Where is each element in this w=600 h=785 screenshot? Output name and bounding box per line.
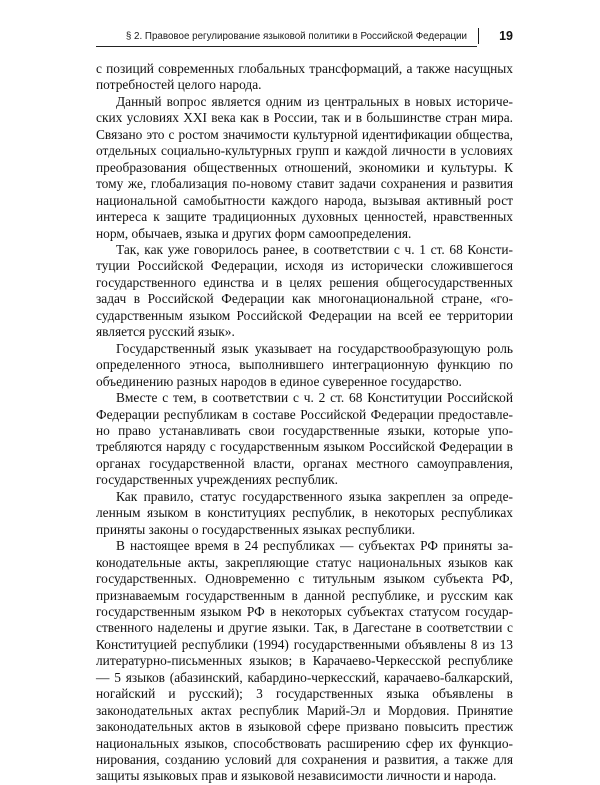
running-header (96, 26, 513, 48)
page-number: 19 (499, 29, 513, 43)
header-rule (96, 46, 477, 47)
section-title: § 2. Правовое регулирование языковой политики в Российской Федерации (125, 31, 467, 42)
paragraph: Государственный язык указывает на государствообразующую роль определенного этноса, выполнившего интеграционную функцию по объединению разных народов в единое суверенное государство. (96, 340, 513, 389)
paragraph: В настоящее время в 24 республиках — субъектах РФ приняты законодательные акты, закрепляющие статус национальных языков как государственных. Одновременно с титульным языком субъекта РФ, признаваемым государственным в данной республике, и русским как государственным языком РФ в некоторых субъектах статусом государственного наделены и другие языки. Так, в Дагестане в соответствии с Конституцией республики (1994) государственными объявлены 8 из 13 литературно-письменных языков; в Карачаево-Черкесской республике — 5 языков (абазинский, кабардино-черкесский, карачаево-балкарский, ногайский и русский); 3 государственных языка объявлены в законодательных актах республик Марий-Эл и Мордовия. Принятие законодательных актов в языковой сфере призвано повысить престиж национальных языков, способствовать расширению сфер их функционирования, созданию условий для сохранения и развития, а также для защиты языковых прав и языковой независимости личности и народа. (96, 538, 513, 784)
paragraph: Данный вопрос является одним из центральных в новых исторических условиях XXI века как в России, так и в большинстве стран мира. Связано это с ростом значимости культурной идентификации общества, отдельных социально-культурных групп и каждой личности в условиях преобразования общественных отношений, экономики и культуры. К тому же, глобализация по-новому ставит задачи сохранения и развития национальной самобытности каждого народа, вызывая активный рост интереса к защите традиционных духовных ценностей, нравственных норм, обычаев, языка и других форм самоопределения. (96, 93, 513, 241)
paragraph-continuation: с позиций современных глобальных трансформаций, а также насущных потребностей целого народа. (96, 61, 513, 93)
body-text (96, 61, 513, 785)
paragraph: Вместе с тем, в соответствии с ч. 2 ст. 68 Конституции Российской Федерации республикам в составе Российской Федерации предоставлено право устанавливать свои государственные языки, которые употребляются наряду с государственным языком Российской Федерации в органах государственной власти, органах местного самоуправления, государственных учреждениях республик. (96, 390, 513, 488)
header-separator (478, 28, 479, 44)
paragraph: Так, как уже говорилось ранее, в соответствии с ч. 1 ст. 68 Конституции Российской Федерации, исходя из исторически сложившегося государственного единства и в целях решения общегосударственных задач в Российской Федерации как многонациональной стране, «государственным языком Российской Федерации на всей ее территории является русский язык». (96, 241, 513, 340)
paragraph: Как правило, статус государственного языка закреплен за определенным языком в конституциях республик, в некоторых республиках приняты законы о государственных языках республики. (96, 488, 513, 537)
